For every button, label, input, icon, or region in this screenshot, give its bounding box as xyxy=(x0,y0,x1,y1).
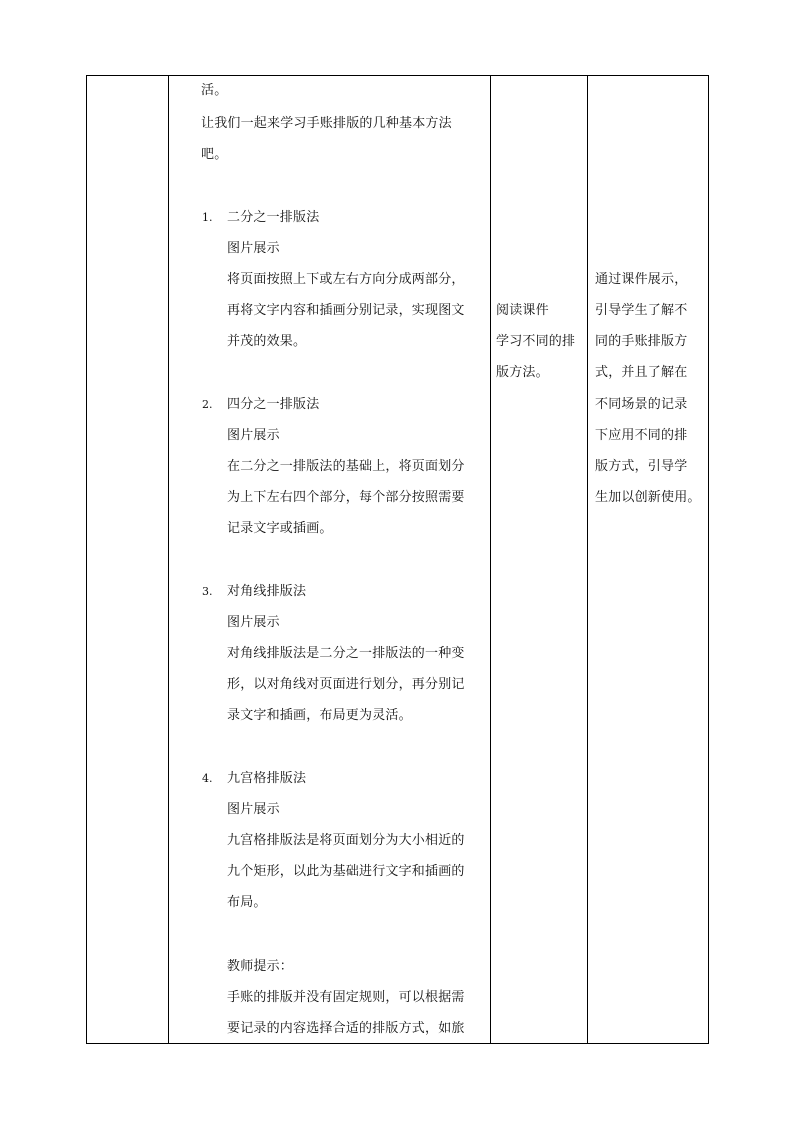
student-activity-line: 阅读课件 xyxy=(496,303,549,318)
method-desc: 形，以对角线对页面进行划分，再分别记 xyxy=(227,677,465,692)
stage-cell xyxy=(87,76,169,1044)
method-desc: 录文字和插画，布局更为灵活。 xyxy=(227,708,412,723)
table-row xyxy=(87,76,709,1044)
method-subtitle: 图片展示 xyxy=(227,241,280,256)
method-number: 4. xyxy=(202,772,213,785)
design-intent-line: 版方式，引导学 xyxy=(595,459,688,474)
method-desc: 对角线排版法是二分之一排版法的一种变 xyxy=(227,646,465,661)
teacher-tip-text: 要记录的内容选择合适的排版方式，如旅 xyxy=(227,1021,465,1036)
method-subtitle: 图片展示 xyxy=(227,802,280,817)
teaching-content-cell xyxy=(169,76,491,1044)
intro-line: 让我们一起来学习手账排版的几种基本方法 xyxy=(201,116,452,131)
design-intent-line: 引导学生了解不 xyxy=(595,303,688,318)
teacher-tip-label: 教师提示： xyxy=(227,959,294,974)
design-intent-cell xyxy=(588,76,709,1044)
design-intent-line: 式，并且了解在 xyxy=(595,365,688,380)
method-title: 四分之一排版法 xyxy=(227,397,320,412)
teacher-tip-text: 手账的排版并没有固定规则，可以根据需 xyxy=(227,990,465,1005)
student-activity-line: 版方法。 xyxy=(496,365,549,380)
student-activity-cell xyxy=(491,76,588,1044)
intro-line: 活。 xyxy=(201,83,228,98)
intro-line: 吧。 xyxy=(201,147,228,162)
method-subtitle: 图片展示 xyxy=(227,428,280,443)
method-title: 九宫格排版法 xyxy=(227,771,307,786)
method-desc: 在二分之一排版法的基础上，将页面划分 xyxy=(227,459,465,474)
method-desc: 九个矩形，以此为基础进行文字和插画的 xyxy=(227,864,465,879)
method-desc: 九宫格排版法是将页面划分为大小相近的 xyxy=(227,833,465,848)
design-intent-line: 同的手账排版方 xyxy=(595,334,688,349)
method-desc: 并茂的效果。 xyxy=(227,334,307,349)
method-desc: 将页面按照上下或左右方向分成两部分， xyxy=(227,272,465,287)
student-activity-line: 学习不同的排 xyxy=(496,334,576,349)
method-title: 对角线排版法 xyxy=(227,584,307,599)
lesson-plan-table xyxy=(86,75,709,1044)
design-intent-line: 不同场景的记录 xyxy=(595,397,688,412)
method-desc: 记录文字或插画。 xyxy=(227,521,333,536)
method-desc: 再将文字内容和插画分别记录，实现图文 xyxy=(227,303,465,318)
method-number: 1. xyxy=(202,211,213,224)
design-intent-line: 生加以创新使用。 xyxy=(595,490,701,505)
design-intent-line: 下应用不同的排 xyxy=(595,428,688,443)
method-desc: 布局。 xyxy=(227,895,267,910)
method-title: 二分之一排版法 xyxy=(227,210,320,225)
method-desc: 为上下左右四个部分，每个部分按照需要 xyxy=(227,490,465,505)
method-number: 3. xyxy=(202,585,213,598)
design-intent-line: 通过课件展示， xyxy=(595,272,688,287)
method-subtitle: 图片展示 xyxy=(227,615,280,630)
method-number: 2. xyxy=(202,398,213,411)
